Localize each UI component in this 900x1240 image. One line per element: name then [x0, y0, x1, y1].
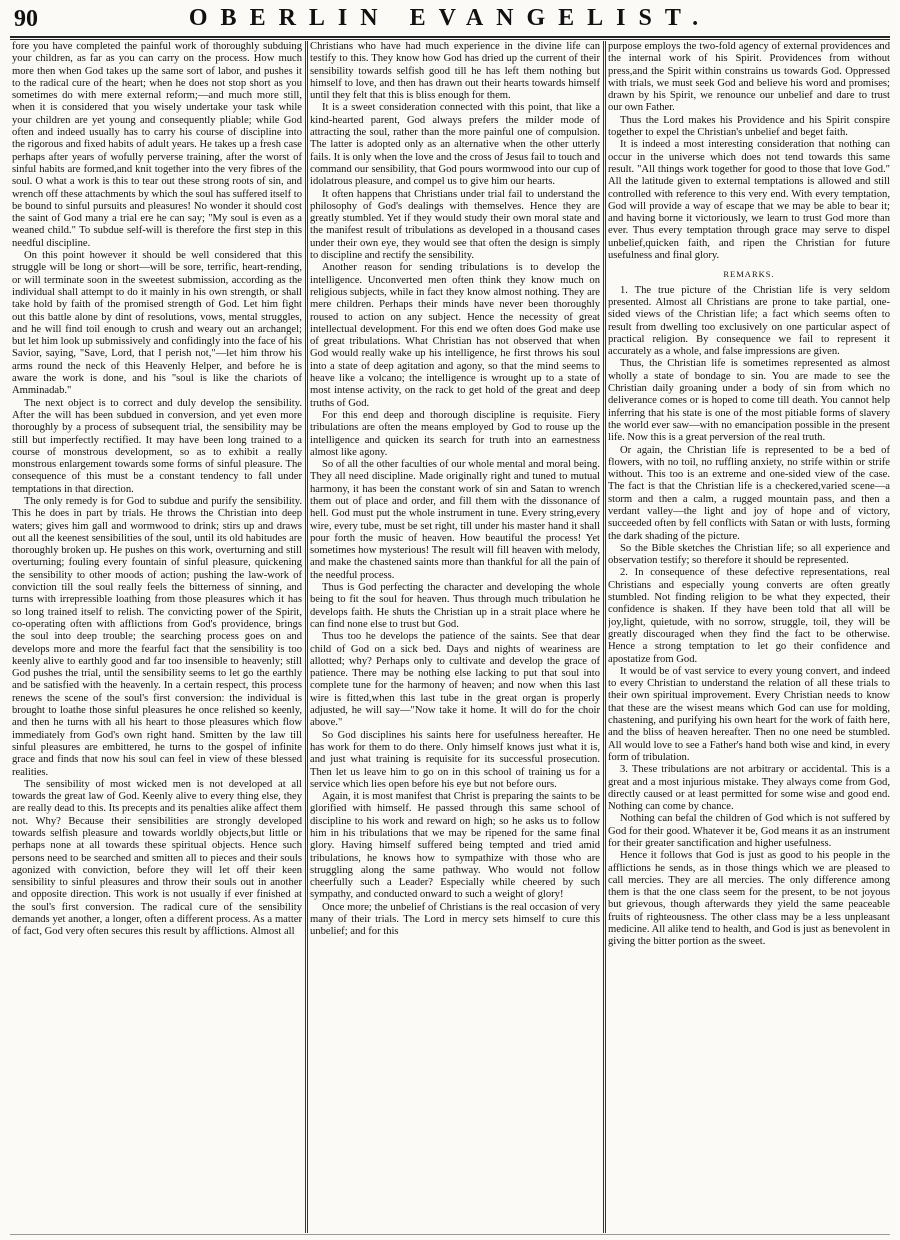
paragraph: So God disciplines his saints here for usefulness hereafter. He has work for them to do there. Only himself knows just what it is, and just what training is requisite for its successful prosecution. Then let us leave him to go on in this school of training us for a service which lies open before his eye but not before ours.: [310, 729, 600, 790]
paragraph: Thus too he develops the patience of the saints. See that dear child of God on a sick bed. Days and nights of weariness are allotted; why? Perhaps only to cultivate and develop the grace of patience. There may be nothing else lacking to put that soul into complete tune for the harmony of heaven; and now when this last wire is fitted,when this last tube in the great organ is properly adjusted, he will say—"Now take it home. It will do for the choir above.": [310, 631, 600, 729]
paragraph: So the Bible sketches the Christian life; so all experience and observation testify; so therefore it should be represented.: [608, 542, 890, 567]
paragraph: It would be of vast service to every young convert, and indeed to every Christian to understand the relation of all these trials to their own spiritual improvement. Every Christian needs to know that these are the wisest means which God can use for molding, chastening, and purifying his own heart for the work of faith here, and the bliss of heaven hereafter. Then no one need be stumbled. All would love to see a Father's hand both wise and kind, in every form of tribulation.: [608, 665, 890, 763]
paragraph: The only remedy is for God to subdue and purify the sensibility. This he does in part by trials. He throws the Christian into deep waters; gives him gall and wormwood to drink; stirs up and draws out all the keenest sensibilities of the soul, until its old habitudes are thoroughly broken up. He pushes on this work, overturning and still overturning; fouling every fountain of sinful pleasure, quickening the sensibility to other moods of action; pushing the law-work of conviction till the soul really feels the bitterness of sinning, and turns with irrepressible loathing from those pleasures which it has so long trained itself to relish. The convicting power of the Spirit, co-operating often with afflictions from God's providence, brings the soul into deep trouble; the searching process goes on and develops more and more the fearful fact that the sensibility is too keenly alive to earthly good and far too insensible to heavenly; still God pushes the trial, until the sensibility seems to let go the earthly and be satisfied with the heavenly. In a certain respect, this process renews the scene of the soul's first conversion: the individual is brought to loathe those sinful pleasures he once relished so keenly, and then he turns with all his heart to those pleasures which flow immediately from God's own right hand. Smitten by the law till sinful pleasures are embittered, he turns to the gospel of infinite grace and finds that now his soul can feel in view of these blessed realities.: [12, 495, 302, 778]
header-rule: [10, 36, 890, 38]
paragraph: Thus, the Christian life is sometimes represented as almost wholly a state of bondage to sin. You are made to see the Christian daily groaning under a body of sin from which no deliverance comes or is hoped to come till death. You cannot help inferring that his state is one of the most pitiable forms of slavery the world ever saw—with no emancipation possible in the present life. Now this is a great perversion of the real truth.: [608, 358, 890, 444]
masthead-title: OBERLIN EVANGELIST.: [188, 5, 712, 31]
paragraph: On this point however it should be well considered that this struggle will be long or short—will be sore, terrific, heart-rending, or will terminate soon in the sweetest submission, according as the individual shall attempt to do it mainly in his own strength, or shall take hold by faith of the promised strength of God. Let him fight out this battle alone by dint of resolutions, vows, mental struggles, and he will find toil enough to crush and weary out an archangel; but let him look up submissively and confidingly into the face of his Savior, saying, "Save, Lord, that I perish not,"—let him throw his arms round the neck of this Heavenly Helper, and before he is aware the work is done, and his "soul is like the chariots of Amminadab.": [12, 250, 302, 397]
paragraph: It is indeed a most interesting consideration that nothing can occur in the universe which does not tend towards this same result. "All things work together for good to those that love God." All the latitude given to external temptations is allowed and still controlled with reference to this very end. With every temptation, God will provide a way of escape that we may be able to bear it; and having borne it victoriously, we learn to trust God more than ever. Thus every temptation through grace may serve to dispel unbelief,quicken faith, and ripen the Christian for future usefulness and final glory.: [608, 139, 890, 262]
paragraph: So of all the other faculties of our whole mental and moral being. They all need discipline. Made originally right and tuned to mutual harmony, it has been the constant work of sin and Satan to wrench them out of place and order, and fill them with the dissonance of hell. God must put the whole instrument in tune. Every string,every wire, every tube, must be set right, till under his master hand it shall pour forth the music of heaven. How beautiful the process! Yet sometimes how mysterious! The result will fill heaven with melody, and make the chastened saints more than thankful for all the pain of the needful process.: [310, 459, 600, 581]
paragraph: Thus the Lord makes his Providence and his Spirit conspire together to expel the Christian's unbelief and beget faith.: [608, 114, 890, 139]
paragraph: For this end deep and thorough discipline is requisite. Fiery tribulations are often the means employed by God to rouse up the intelligence and quicken its search for truth into an earnestness almost like agony.: [310, 409, 600, 458]
section-heading-remarks: REMARKS.: [723, 269, 775, 280]
text-column-2: [310, 41, 600, 1231]
column-divider: [307, 41, 308, 1233]
page-header: [10, 6, 890, 32]
paragraph: 3. These tribulations are not arbitrary or accidental. This is a great and a most injurious mistake. They always come from God, directly caused or at least permitted for some wise and good end. Nothing can come by chance.: [608, 764, 890, 813]
column-divider: [605, 41, 606, 1233]
paragraph: It is a sweet consideration connected with this point, that like a kind-hearted parent, God always prefers the milder mode of attracting the soul, rather than the more painful one of compulsion. The latter is adopted only as an alternative when the other utterly fails. It is only when the love and the cross of Jesus fail to touch and command our sensibility, that God pours wormwood into our cup of idolatrous pleasure, and compel us to give him our hearts.: [310, 102, 600, 188]
paragraph: Again, it is most manifest that Christ is preparing the saints to be glorified with himself. He passed through this same school of discipline to his work and reward on high; so he asks us to follow him in his tribulations that we may be ripened for the same final glory. Having himself suffered being tempted and tried amid tribulations, he knows how to sympathize with those who are struggling along the same pathway. Who would not follow cheerfully such a Leader? Especially while cheered by such sympathy, and conducted onward to such a weight of glory!: [310, 791, 600, 901]
paragraph: 1. The true picture of the Christian life is very seldom presented. Almost all Christians are prone to take partial, one-sided views of the Christian life; a fact which seems often to result from dwelling too exclusively on one particular aspect of practical religion. By consequence we fail to represent it accurately as a whole, and false impressions are given.: [608, 284, 890, 358]
paragraph: Christians who have had much experience in the divine life can testify to this. They know how God has dried up the current of their sensibility towards selfish good till he has left them nothing but himself to love, and then has drawn out their hearts towards himself until they felt that this is bliss enough for them.: [310, 41, 600, 102]
header-rule-thin: [10, 39, 890, 40]
paragraph: It often happens that Christians under trial fail to understand the philosophy of God's dealings with themselves. Hence they are greatly stumbled. Yet if they would study their own moral state and the manifest result of tribulations as developed in a thousand cases under their own eye, they would see that often the design is simply to discipline and rectify the sensibility.: [310, 188, 600, 262]
paragraph: 2. In consequence of these defective representations, real Christians and especially young converts are often greatly stumbled. Not finding religion to be what they expected, their confidence is shaken. If they have been told that all will be joy,light, quietude, with no sorrow, struggle, toil, they will be greatly discouraged when they find the fact to be otherwise. Hence a strong temptation to let go their confidence and apostatize from God.: [608, 567, 890, 665]
paragraph: Hence it follows that God is just as good to his people in the afflictions he sends, as in those things which we are pleased to call mercies. They are all mercies. The only difference among them is that the one class seem for the present, to be not joyous but grievous, though afterwards they yield the same peaceable fruits of righteousness. The other class may be a less unpleasant medicine. All alike tend to health, and God is just as benevolent in giving the bitter portion as the sweet.: [608, 850, 890, 948]
paragraph: fore you have completed the painful work of thoroughly subduing your children, as far as you can carry on the process. How much more then when God takes up the same sort of labor, and pushes it to the radical cure of the heart; when he does not stop short as you sometimes do with mere external reform;—and much more still, when it is considered that you wisely undertake your task while your children are yet young and consequently pliable; while God often and indeed usually has to carry his course of discipline into the rigorous and fixed habits of adult years. He takes up a fresh case perhaps after years of wofully perverse training, after the worst of sinful habits are formed,and knit together into the very fibres of the soul. O what a work is this to tear out these strong roots of sin, and wrench off these attachments by which the soul has suffered itself to be bound to sinful pursuits and pleasures! No wonder it should cost the saint of God many a trial ere he can say; "My soul is even as a weaned child." To subdue self-will is therefore the first step in this needful discipline.: [12, 41, 302, 249]
paragraph: Once more; the unbelief of Christians is the real occasion of very many of their trials. The Lord in mercy sets himself to cure this unbelief; and for this: [310, 901, 600, 938]
text-column-1: [12, 41, 302, 1231]
paragraph: Another reason for sending tribulations is to develop the intelligence. Unconverted men often think they know much on religious subjects, while in fact they know almost nothing. They are mere children. Perhaps their minds have never been thoroughly roused to action on any subject. Hence the necessity of great intellectual development. For this end we often does God make use of great tribulations. What Christian has not observed that when God would really wake up his intelligence, he first throws his soul into a state of deep agitation and agony, so that the mind seems to heave like a volcano; the intelligence is wrought up to a state of most intense activity, on the rack to get hold of the great and deep truths of God.: [310, 262, 600, 409]
column-divider: [305, 41, 306, 1233]
paragraph: The sensibility of most wicked men is not developed at all towards the great law of God. Keenly alive to every thing else, they are really dead to this. Its precepts and its penalties alike affect them not. Why? Because their sensibilities are strongly developed towards selfish pleasure and towards worldly objects,but little or perhaps none at all towards these spiritual objects. Hence such persons need to be searched and smitten all to pieces and their souls agonized with conviction, before they will let off their keen sensibility to sinful pleasures and throw their souls out in another and opposite direction. This work is not usually if ever finished at the soul's first conversion. The radical cure of the sensibility demands yet another, a longer, often a different process. As a matter of fact, God very often secures this result by afflictions. Almost all: [12, 778, 302, 938]
page-edge-rule: [10, 1234, 890, 1235]
paragraph: purpose employs the two-fold agency of external providences and the internal work of his Spirit. Providences from without press,and the Spirit within constrains us towards God. Oppressed with trials, we must seek God and believe his word and promises; drawn by his Spirit, we renounce our unbelief and dare to trust our own Father.: [608, 41, 890, 114]
page-number: 90: [14, 6, 38, 32]
paragraph: Thus is God perfecting the character and developing the whole being to fit the soul for heaven. Thus through much tribulation he develops faith. He shuts the Christian up in a strait place where he can find none else to trust but God.: [310, 582, 600, 630]
paragraph: Or again, the Christian life is represented to be a bed of flowers, with no toil, no ruffling anxiety, no strife within or strife without. This too is an extreme and one-sided view of the case. The fact is that the Christian life is a checkered,varied scene—a storm and then a calm, a rugged mountain pass, and then a verdant valley—the light and joy of hope and of victory, succeeded often by fell conflicts with Satan or with lusts, forming the dark shading of the picture.: [608, 444, 890, 542]
column-divider: [603, 41, 604, 1233]
paragraph: The next object is to correct and duly develop the sensibility. After the will has been subdued in conversion, and yet even more thoroughly by a process of subsequent trial, the sensibility may be still but imperfectly rectified. It may have been long trained to a course of monstrous development, so as to exhibit a really monstrous enlargement towards some forms of sinful pleasure. The consequence of this must be a constant tendency to fall under temptations in that direction.: [12, 397, 302, 495]
paragraph: Nothing can befal the children of God which is not suffered by God for their good. Whatever it be, God means it as an instrument for their greater sanctification and higher usefulness.: [608, 813, 890, 849]
text-column-3: [608, 41, 890, 1231]
